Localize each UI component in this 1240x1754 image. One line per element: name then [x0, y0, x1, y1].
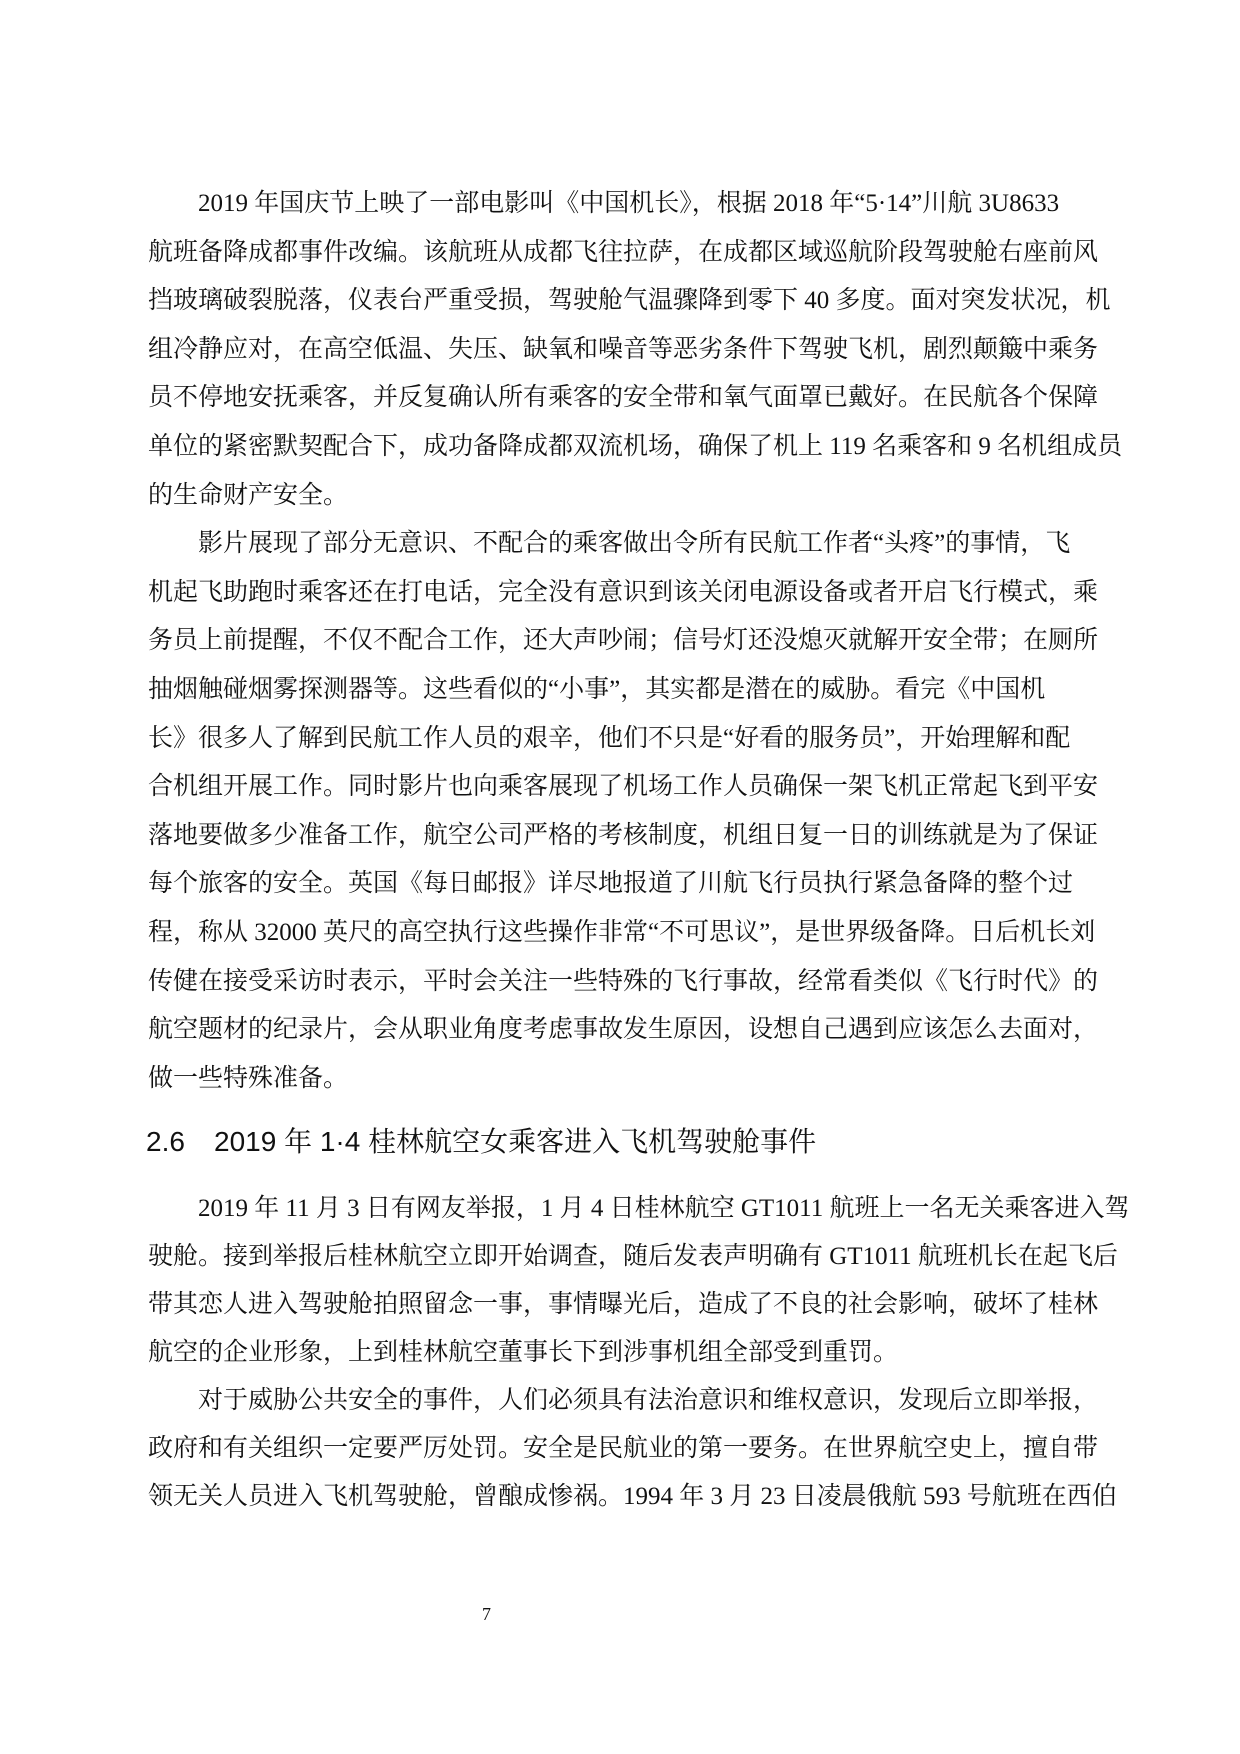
text-line: 长》很多人了解到民航工作人员的艰辛，他们不只是“好看的服务员”，开始理解和配 [148, 724, 1071, 752]
text-line: 每个旅客的安全。英国《每日邮报》详尽地报道了川航飞行员执行紧急备降的整个过 [148, 870, 1074, 898]
text-line: 做一些特殊准备。 [148, 1064, 349, 1092]
text-line: 政府和有关组织一定要严厉处罚。安全是民航业的第一要务。在世界航空史上，擅自带 [148, 1435, 1099, 1462]
text-line: 程，称从 32000 英尺的高空执行这些操作非常“不可思议”，是世界级备降。日后机长刘 [148, 918, 1096, 946]
section-body-2 [148, 1185, 1130, 1521]
text-line: 对于威胁公共安全的事件，人们必须具有法治意识和维权意识，发现后立即举报， [198, 1387, 1099, 1414]
section-title: 2019 年 1·4 桂林航空女乘客进入飞机驾驶舱事件 [214, 1126, 817, 1157]
text-line: 带其恋人进入驾驶舱拍照留念一事，事情曝光后，造成了不良的社会影响，破坏了桂林 [148, 1291, 1099, 1318]
text-line: 2019 年 11 月 3 日有网友举报，1 月 4 日桂林航空 GT1011 航班上一名无关乘客进入驾 [198, 1195, 1130, 1222]
text-line: 员不停地安抚乘客，并反复确认所有乘客的安全带和氧气面罩已戴好。在民航各个保障 [148, 384, 1099, 412]
text-line: 航空的企业形象，上到桂林航空董事长下到涉事机组全部受到重罚。 [148, 1339, 899, 1366]
text-line: 挡玻璃破裂脱落，仪表台严重受损，驾驶舱气温骤降到零下 40 多度。面对突发状况，机 [148, 287, 1111, 315]
section-body-1 [148, 180, 1123, 1103]
page-number: 7 [482, 1604, 491, 1624]
text-line: 传健在接受采访时表示，平时会关注一些特殊的飞行事故，经常看类似《飞行时代》的 [148, 967, 1099, 995]
text-line: 航空题材的纪录片，会从职业角度考虑事故发生原因，设想自己遇到应该怎么去面对， [148, 1016, 1099, 1044]
text-line: 2019 年国庆节上映了一部电影叫《中国机长》，根据 2018 年“5·14”川航 3U8633 [198, 190, 1060, 217]
section-heading [146, 1120, 816, 1164]
text-line: 领无关人员进入飞机驾驶舱，曾酿成惨祸。1994 年 3 月 23 日凌晨俄航 593 号航班在西伯 [148, 1483, 1117, 1510]
text-line: 务员上前提醒，不仅不配合工作，还大声吵闹；信号灯还没熄灭就解开安全带；在厕所 [148, 627, 1099, 655]
text-line: 影片展现了部分无意识、不配合的乘客做出令所有民航工作者“头疼”的事情，飞 [198, 530, 1071, 558]
text-line: 航班备降成都事件改编。该航班从成都飞往拉萨，在成都区域巡航阶段驾驶舱右座前风 [148, 238, 1099, 266]
text-line: 驶舱。接到举报后桂林航空立即开始调查，随后发表声明确有 GT1011 航班机长在起飞后 [148, 1243, 1118, 1270]
text-line: 合机组开展工作。同时影片也向乘客展现了机场工作人员确保一架飞机正常起飞到平安 [148, 773, 1099, 801]
text-line: 的生命财产安全。 [148, 481, 349, 509]
text-line: 抽烟触碰烟雾探测器等。这些看似的“小事”，其实都是潜在的威胁。看完《中国机 [148, 675, 1046, 703]
text-line: 单位的紧密默契配合下，成功备降成都双流机场，确保了机上 119 名乘客和 9 名机组成员 [148, 432, 1123, 460]
text-line: 组冷静应对，在高空低温、失压、缺氧和噪音等恶劣条件下驾驶飞机，剧烈颠簸中乘务 [148, 335, 1099, 363]
text-line: 落地要做多少准备工作，航空公司严格的考核制度，机组日复一日的训练就是为了保证 [148, 821, 1099, 849]
section-number: 2.6 [146, 1126, 185, 1157]
text-line: 机起飞助跑时乘客还在打电话，完全没有意识到该关闭电源设备或者开启飞行模式，乘 [148, 578, 1099, 606]
